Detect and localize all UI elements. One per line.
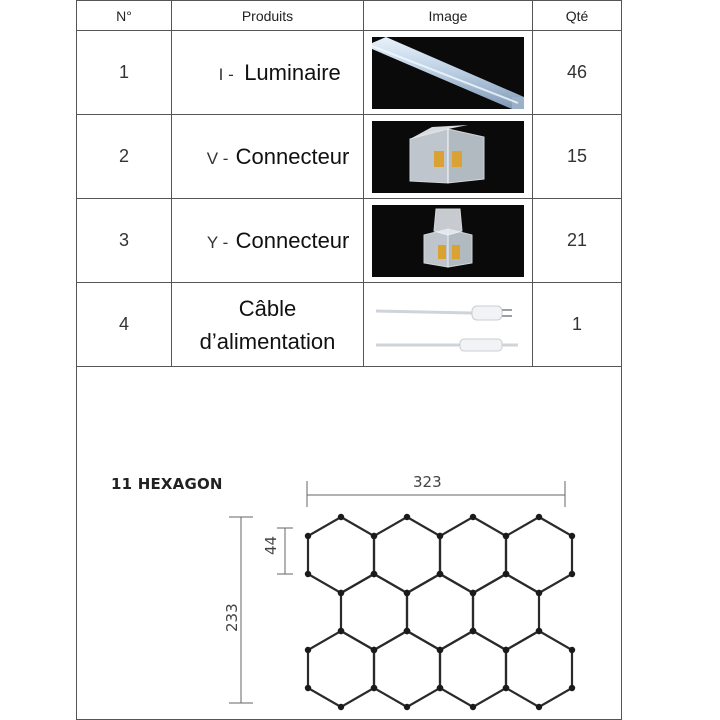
- row-qty: 21: [533, 199, 622, 283]
- hexagon-cell: [440, 631, 506, 707]
- hexagon-cell: [374, 517, 440, 593]
- hexagon-cell: [308, 631, 374, 707]
- row-num: 1: [77, 31, 172, 115]
- hexagon-joint: [437, 685, 443, 691]
- row-num: 2: [77, 115, 172, 199]
- row-image: [364, 115, 533, 199]
- hexagon-joint: [569, 533, 575, 539]
- hexagon-joint: [404, 590, 410, 596]
- hexagon-joint: [404, 514, 410, 520]
- hexagon-joint: [338, 514, 344, 520]
- hexagon-joint: [470, 590, 476, 596]
- row-product: [172, 283, 364, 367]
- hexagon-cell: [308, 517, 374, 593]
- hexagon-joint: [536, 628, 542, 634]
- hexagon-joint: [371, 647, 377, 653]
- hexagon-joint: [536, 704, 542, 710]
- diagram-title: 11 HEXAGON: [111, 475, 223, 493]
- hexagon-grid: [77, 369, 620, 719]
- hexagon-joint: [470, 514, 476, 520]
- row-image: [364, 199, 533, 283]
- hexagon-joint: [404, 704, 410, 710]
- table-row: [77, 115, 622, 199]
- width-dimension-label: 323: [413, 473, 442, 491]
- row-product: [172, 199, 364, 283]
- hexagon-joint: [371, 685, 377, 691]
- hexagon-joint: [338, 628, 344, 634]
- hexagon-joint: [470, 628, 476, 634]
- hexagon-joint: [503, 647, 509, 653]
- hexagon-cell: [473, 574, 539, 650]
- header-num: N°: [77, 1, 172, 31]
- product-prefix: I -: [218, 64, 234, 84]
- product-name: Connecteur: [235, 143, 350, 169]
- hexagon-joint: [338, 590, 344, 596]
- hexagon-joint: [437, 533, 443, 539]
- row-product: [172, 115, 364, 199]
- product-name: Connecteur: [235, 227, 350, 253]
- side-dimension-label: 44: [262, 535, 280, 555]
- row-image: [364, 31, 533, 115]
- product-name-line1: Câble: [238, 295, 297, 321]
- hexagon-joint: [371, 533, 377, 539]
- hexagon-joint: [371, 571, 377, 577]
- hexagon-joint: [536, 514, 542, 520]
- row-product: [172, 31, 364, 115]
- hexagon-joint: [305, 571, 311, 577]
- hexagon-joint: [305, 533, 311, 539]
- product-name: Luminaire: [244, 59, 341, 85]
- header-image: Image: [364, 1, 533, 31]
- hexagon-cell: [506, 517, 572, 593]
- hexagon-cell: [440, 517, 506, 593]
- hexagon-joint: [404, 628, 410, 634]
- hexagon-cell: [506, 631, 572, 707]
- hexagon-joint: [569, 571, 575, 577]
- table-row: [77, 283, 622, 367]
- hexagon-joint: [569, 647, 575, 653]
- hexagon-cell: [374, 631, 440, 707]
- hexagon-joint: [470, 704, 476, 710]
- header-products: Produits: [172, 1, 364, 31]
- hexagon-cell: [407, 574, 473, 650]
- product-table: [76, 0, 622, 367]
- row-qty: 1: [533, 283, 622, 367]
- hexagon-joint: [437, 647, 443, 653]
- hexagon-joint: [503, 685, 509, 691]
- row-qty: 15: [533, 115, 622, 199]
- hexagon-joint: [536, 590, 542, 596]
- v-connector-icon: [372, 121, 524, 193]
- hexagon-layout-diagram: [77, 369, 620, 719]
- header-qty: Qté: [533, 1, 622, 31]
- row-image: [364, 283, 533, 367]
- hexagon-joint: [503, 571, 509, 577]
- hexagon-joint: [305, 685, 311, 691]
- y-connector-icon: [372, 205, 524, 277]
- product-prefix: V -: [206, 148, 229, 168]
- hexagon-cell: [341, 574, 407, 650]
- product-name-line2: d’alimentation: [199, 328, 336, 354]
- height-dimension-label: 233: [223, 603, 241, 632]
- product-prefix: Y -: [206, 232, 229, 252]
- table-header-row: [77, 1, 622, 31]
- row-qty: 46: [533, 31, 622, 115]
- row-num: 3: [77, 199, 172, 283]
- hexagon-joint: [569, 685, 575, 691]
- power-cable-icon: [372, 289, 524, 361]
- row-num: 4: [77, 283, 172, 367]
- hexagon-joint: [437, 571, 443, 577]
- table-row: [77, 31, 622, 115]
- hexagon-joint: [305, 647, 311, 653]
- hexagon-joint: [503, 533, 509, 539]
- led-tube-bar-icon: [372, 37, 524, 109]
- hexagon-joint: [338, 704, 344, 710]
- table-row: [77, 199, 622, 283]
